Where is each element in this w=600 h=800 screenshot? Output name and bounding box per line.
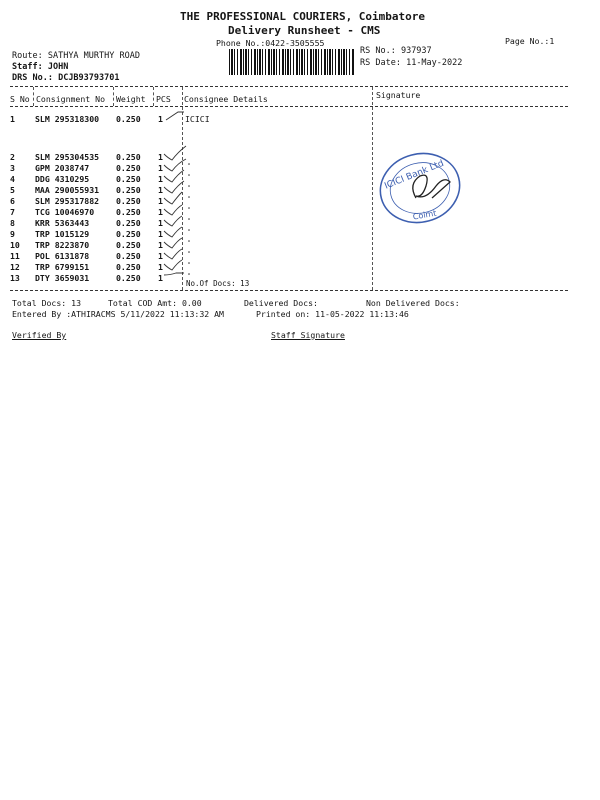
delivered-docs: Delivered Docs: [244, 298, 318, 308]
row-consignment: TRP 6799151 [35, 262, 90, 272]
document-title: Delivery Runsheet - CMS [228, 24, 381, 37]
row-sno: 13 [10, 273, 20, 283]
row-weight: 0.250 [116, 273, 141, 283]
row-weight: 0.250 [116, 185, 141, 195]
total-docs: Total Docs: 13 [12, 298, 82, 308]
row-weight: 0.250 [116, 229, 141, 239]
col-header-sno: S No [10, 94, 30, 104]
row-consignment: TCG 10046970 [35, 207, 95, 217]
row-sno: 2 [10, 152, 15, 162]
col-header-pcs: PCS [156, 94, 171, 104]
entered-by: Entered By :ATHIRACMS 5/11/2022 11:13:32 AM [12, 309, 224, 319]
row-consignment: TRP 8223870 [35, 240, 90, 250]
row-consignment: KRR 5363443 [35, 218, 90, 228]
col-header-signature: Signature [376, 90, 421, 100]
page-number: Page No.:1 [505, 36, 555, 46]
row-pcs: 1 [158, 163, 163, 173]
row-dot-markers [186, 150, 196, 280]
row-sno: 4 [10, 174, 15, 184]
row-consignment: MAA 290055931 [35, 185, 100, 195]
row-consignment: TRP 1015129 [35, 229, 90, 239]
total-cod-amount: Total COD Amt: 0.00 [108, 298, 202, 308]
route-label: Route: [12, 51, 43, 61]
col-divider [33, 87, 34, 106]
first-consignee: ICICI [185, 114, 210, 124]
col-header-weight: Weight [116, 94, 146, 104]
row-sno: 10 [10, 240, 20, 250]
staff-value: JOHN [47, 62, 69, 72]
rs-no-label: RS No.: [360, 46, 396, 56]
row-weight: 0.250 [116, 251, 141, 261]
row-consignment: DTY 3659031 [35, 273, 90, 283]
row-pcs: 1 [158, 196, 163, 206]
row-pcs: 1 [158, 251, 163, 261]
non-delivered-docs: Non Delivered Docs: [366, 298, 460, 308]
row-consignment: DDG 4310295 [35, 174, 90, 184]
row-sno: 11 [10, 251, 20, 261]
row-weight: 0.250 [116, 152, 141, 162]
printed-on: Printed on: 11-05-2022 11:13:46 [256, 309, 409, 319]
row-weight: 0.250 [116, 240, 141, 250]
stamp-text-bottom: Coimt [412, 208, 438, 222]
row-consignment: SLM 295318300 [35, 114, 100, 124]
col-header-consignee: Consignee Details [184, 94, 268, 104]
row-pcs: 1 [158, 218, 163, 228]
company-name: THE PROFESSIONAL COURIERS, Coimbatore [180, 10, 426, 23]
row-weight: 0.250 [116, 114, 141, 124]
no-of-docs: No.Of Docs: 13 [186, 279, 250, 288]
drs-label: DRS No.: [12, 73, 53, 83]
row-weight: 0.250 [116, 207, 141, 217]
col-divider [153, 87, 154, 106]
row-sno: 9 [10, 229, 15, 239]
row-weight: 0.250 [116, 218, 141, 228]
col-divider [113, 87, 114, 106]
table-bottom-rule [10, 290, 568, 291]
rs-date-line [360, 58, 462, 68]
row-weight: 0.250 [116, 196, 141, 206]
row-pcs: 1 [158, 114, 163, 124]
row-consignment: SLM 295304535 [35, 152, 100, 162]
drs-value: DCJB93793701 [58, 73, 120, 83]
verified-by: Verified By [12, 330, 67, 340]
drs-line [12, 73, 120, 83]
row-sno: 7 [10, 207, 15, 217]
row-pcs: 1 [158, 185, 163, 195]
row-sno: 5 [10, 185, 15, 195]
barcode-image [229, 49, 354, 75]
row-pcs: 1 [158, 229, 163, 239]
route-value: SATHYA MURTHY ROAD [47, 51, 140, 61]
row-sno: 6 [10, 196, 15, 206]
row-sno: 3 [10, 163, 15, 173]
row-pcs: 1 [158, 273, 163, 283]
route-line [12, 51, 140, 61]
staff-line [12, 62, 68, 72]
row-pcs: 1 [158, 207, 163, 217]
row-sno: 8 [10, 218, 15, 228]
rs-date-label: RS Date: [360, 58, 401, 68]
row-pcs: 1 [158, 174, 163, 184]
stamp-text-top: ICICI Bank Ltd [383, 158, 446, 192]
row-weight: 0.250 [116, 163, 141, 173]
rs-no-value: 937937 [400, 46, 432, 56]
row-consignment: GPM 2038747 [35, 163, 90, 173]
row-consignment: POL 6131878 [35, 251, 90, 261]
row-weight: 0.250 [116, 262, 141, 272]
staff-signature: Staff Signature [271, 330, 345, 340]
table-header-rule [10, 106, 568, 107]
phone-number: Phone No.:0422-3505555 [216, 38, 325, 48]
row-pcs: 1 [158, 262, 163, 272]
row-sno: 12 [10, 262, 20, 272]
staff-label: Staff: [12, 62, 43, 72]
col-header-consignment: Consignment No [36, 94, 106, 104]
rs-date-value: 11-May-2022 [406, 58, 463, 68]
row-sno: 1 [10, 114, 15, 124]
row-pcs: 1 [158, 152, 163, 162]
table-top-rule [10, 86, 568, 87]
row-consignment: SLM 295317882 [35, 196, 100, 206]
row-weight: 0.250 [116, 174, 141, 184]
bank-stamp [368, 148, 480, 228]
row-pcs: 1 [158, 240, 163, 250]
rs-no-line [360, 46, 432, 56]
